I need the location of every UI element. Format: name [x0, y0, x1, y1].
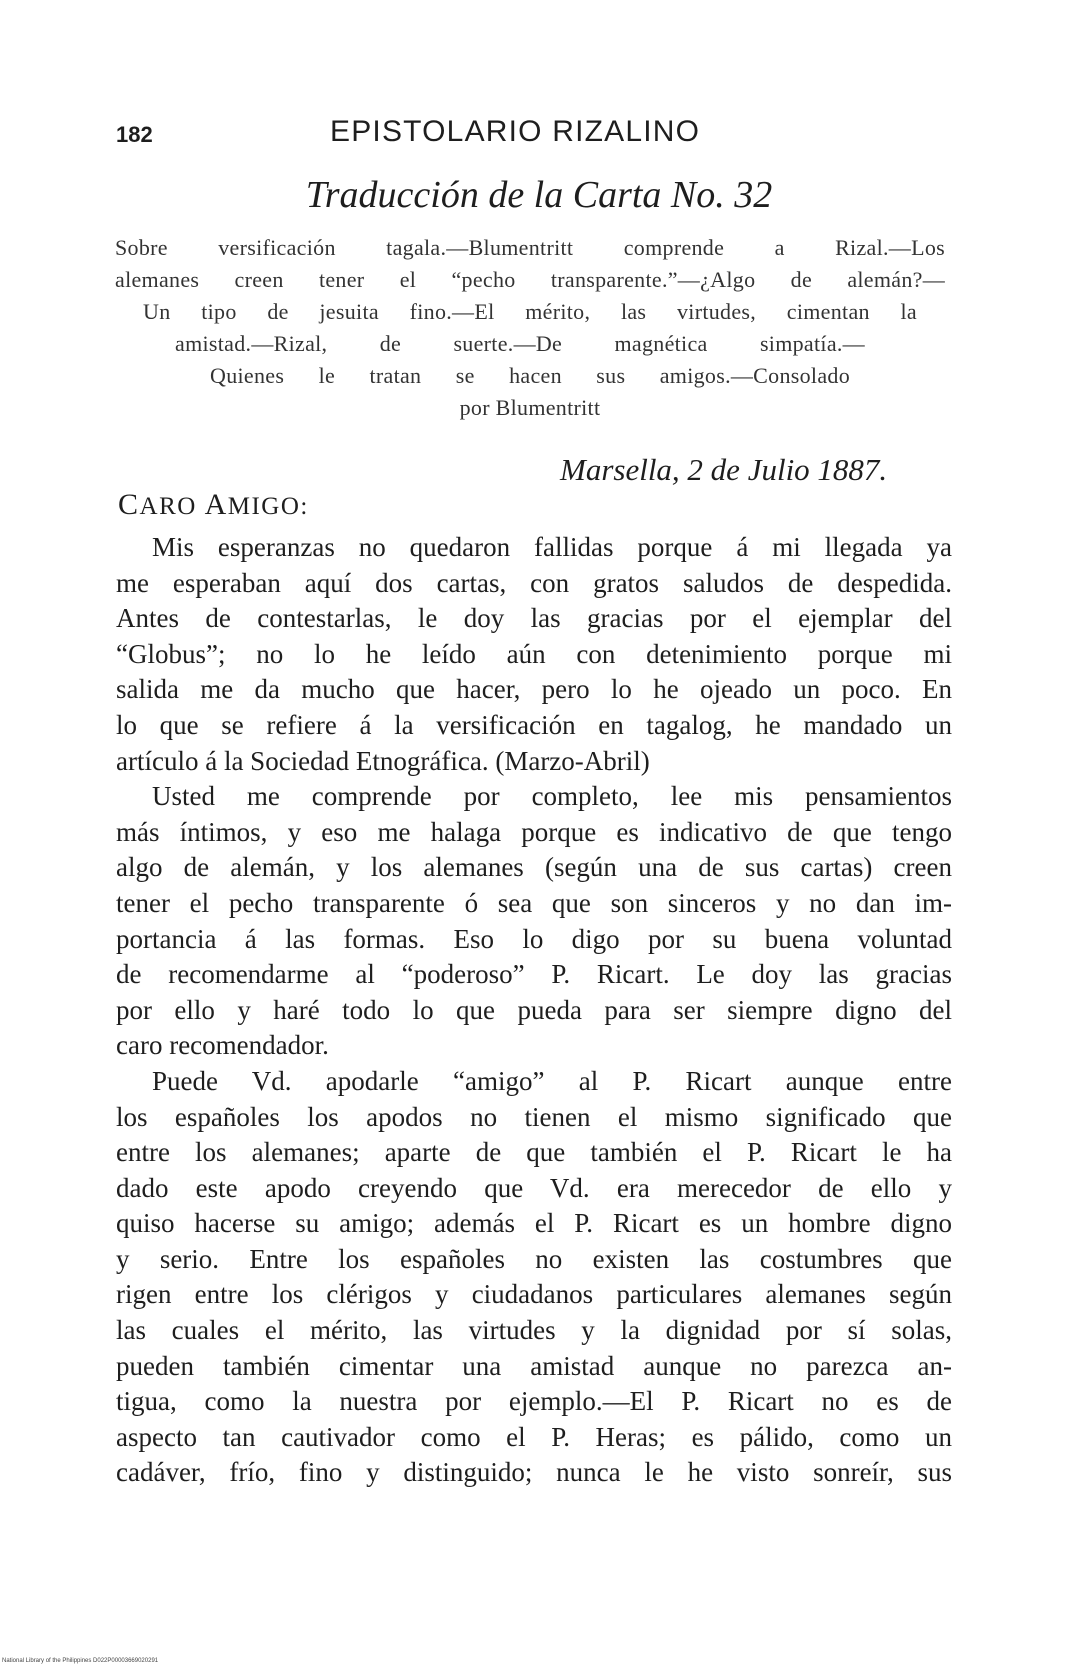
body-line: las cuales el mérito, las virtudes y la dignidad por sí solas,	[116, 1315, 952, 1346]
salutation-smallcaps: MIGO:	[227, 493, 309, 520]
dateline: Marsella, 2 de Julio 1887.	[560, 452, 888, 487]
salutation	[118, 488, 309, 522]
body-line: quiso hacerse su amigo; además el P. Ricart es un hombre digno	[116, 1208, 952, 1239]
body-line: Mis esperanzas no quedaron fallidas porque á mi llegada ya	[152, 532, 952, 562]
letter-summary	[115, 232, 945, 424]
body-line: caro recomendador.	[116, 1030, 329, 1061]
body-line: lo que se refiere á la versificación en tagalog, he mandado un	[116, 709, 952, 740]
summary-line: alemanes creen tener el “pecho transparente.”—¿Algo de alemán?—	[115, 267, 945, 292]
body-line: me esperaban aquí dos cartas, con gratos saludos de despedida.	[116, 567, 952, 598]
body-line: Antes de contestarlas, le doy las gracias por el ejemplar del	[116, 603, 952, 634]
body-line: de recomendarme al “poderoso” P. Ricart. Le doy las gracias	[116, 959, 952, 990]
salutation-smallcaps: ARO	[139, 493, 205, 520]
body-line: tener el pecho transparente ó sea que son sinceros y no dan im-	[116, 887, 952, 918]
body-line: dado este apodo creyendo que Vd. era merecedor de ello y	[116, 1172, 952, 1203]
body-line: los españoles los apodos no tienen el mismo significado que	[116, 1101, 952, 1132]
body-line: entre los alemanes; aparte de que también el P. Ricart le ha	[116, 1137, 952, 1168]
body-line: aspecto tan cautivador como el P. Heras; es pálido, como un	[116, 1421, 952, 1452]
salutation-initial: C	[118, 488, 140, 521]
body-line: Puede Vd. apodarle “amigo” al P. Ricart aunque entre	[152, 1065, 952, 1096]
body-line: pueden también cimentar una amistad aunque no parezca an-	[116, 1350, 952, 1381]
summary-line: Sobre versificación tagala.—Blumentritt comprende a Rizal.—Los	[115, 235, 945, 260]
summary-line: por Blumentritt	[459, 395, 601, 420]
body-line: por ello y haré todo lo que pueda para ser siempre digno del	[116, 994, 952, 1025]
body-line: rigen entre los clérigos y ciudadanos particulares alemanes según	[116, 1279, 952, 1310]
letter-body	[116, 530, 952, 1491]
running-head: EPISTOLARIO RIZALINO	[330, 115, 701, 148]
body-line: salida me da mucho que hacer, pero lo he ojeado un poco. En	[116, 674, 952, 705]
body-line: artículo á la Sociedad Etnográfica. (Marzo-Abril)	[116, 745, 650, 776]
body-line: más íntimos, y eso me halaga porque es indicativo de que tengo	[116, 816, 952, 847]
summary-line: amistad.—Rizal, de suerte.—De magnética simpatía.—	[175, 331, 865, 356]
salutation-initial: A	[204, 488, 228, 521]
body-line: Usted me comprende por completo, lee mis pensamientos	[152, 781, 952, 812]
body-line: cadáver, frío, fino y distinguido; nunca le he visto sonreír, sus	[116, 1457, 952, 1488]
body-line: algo de alemán, y los alemanes (según una de sus cartas) creen	[116, 852, 952, 883]
body-line: “Globus”; no lo he leído aún con detenimiento porque mi	[116, 638, 952, 669]
body-line: tigua, como la nuestra por ejemplo.—El P. Ricart no es de	[116, 1386, 952, 1417]
body-line: y serio. Entre los españoles no existen las costumbres que	[116, 1243, 952, 1274]
page-number: 182	[116, 122, 153, 147]
summary-line: Un tipo de jesuita fino.—El mérito, las virtudes, cimentan la	[143, 299, 917, 324]
body-line: portancia á las formas. Eso lo digo por su buena voluntad	[116, 923, 952, 954]
summary-line: Quienes le tratan se hacen sus amigos.—Consolado	[210, 363, 850, 388]
letter-title: Traducción de la Carta No. 32	[305, 174, 773, 216]
scan-footer: National Library of the Philippines D022P00003669020291	[2, 1658, 159, 1664]
